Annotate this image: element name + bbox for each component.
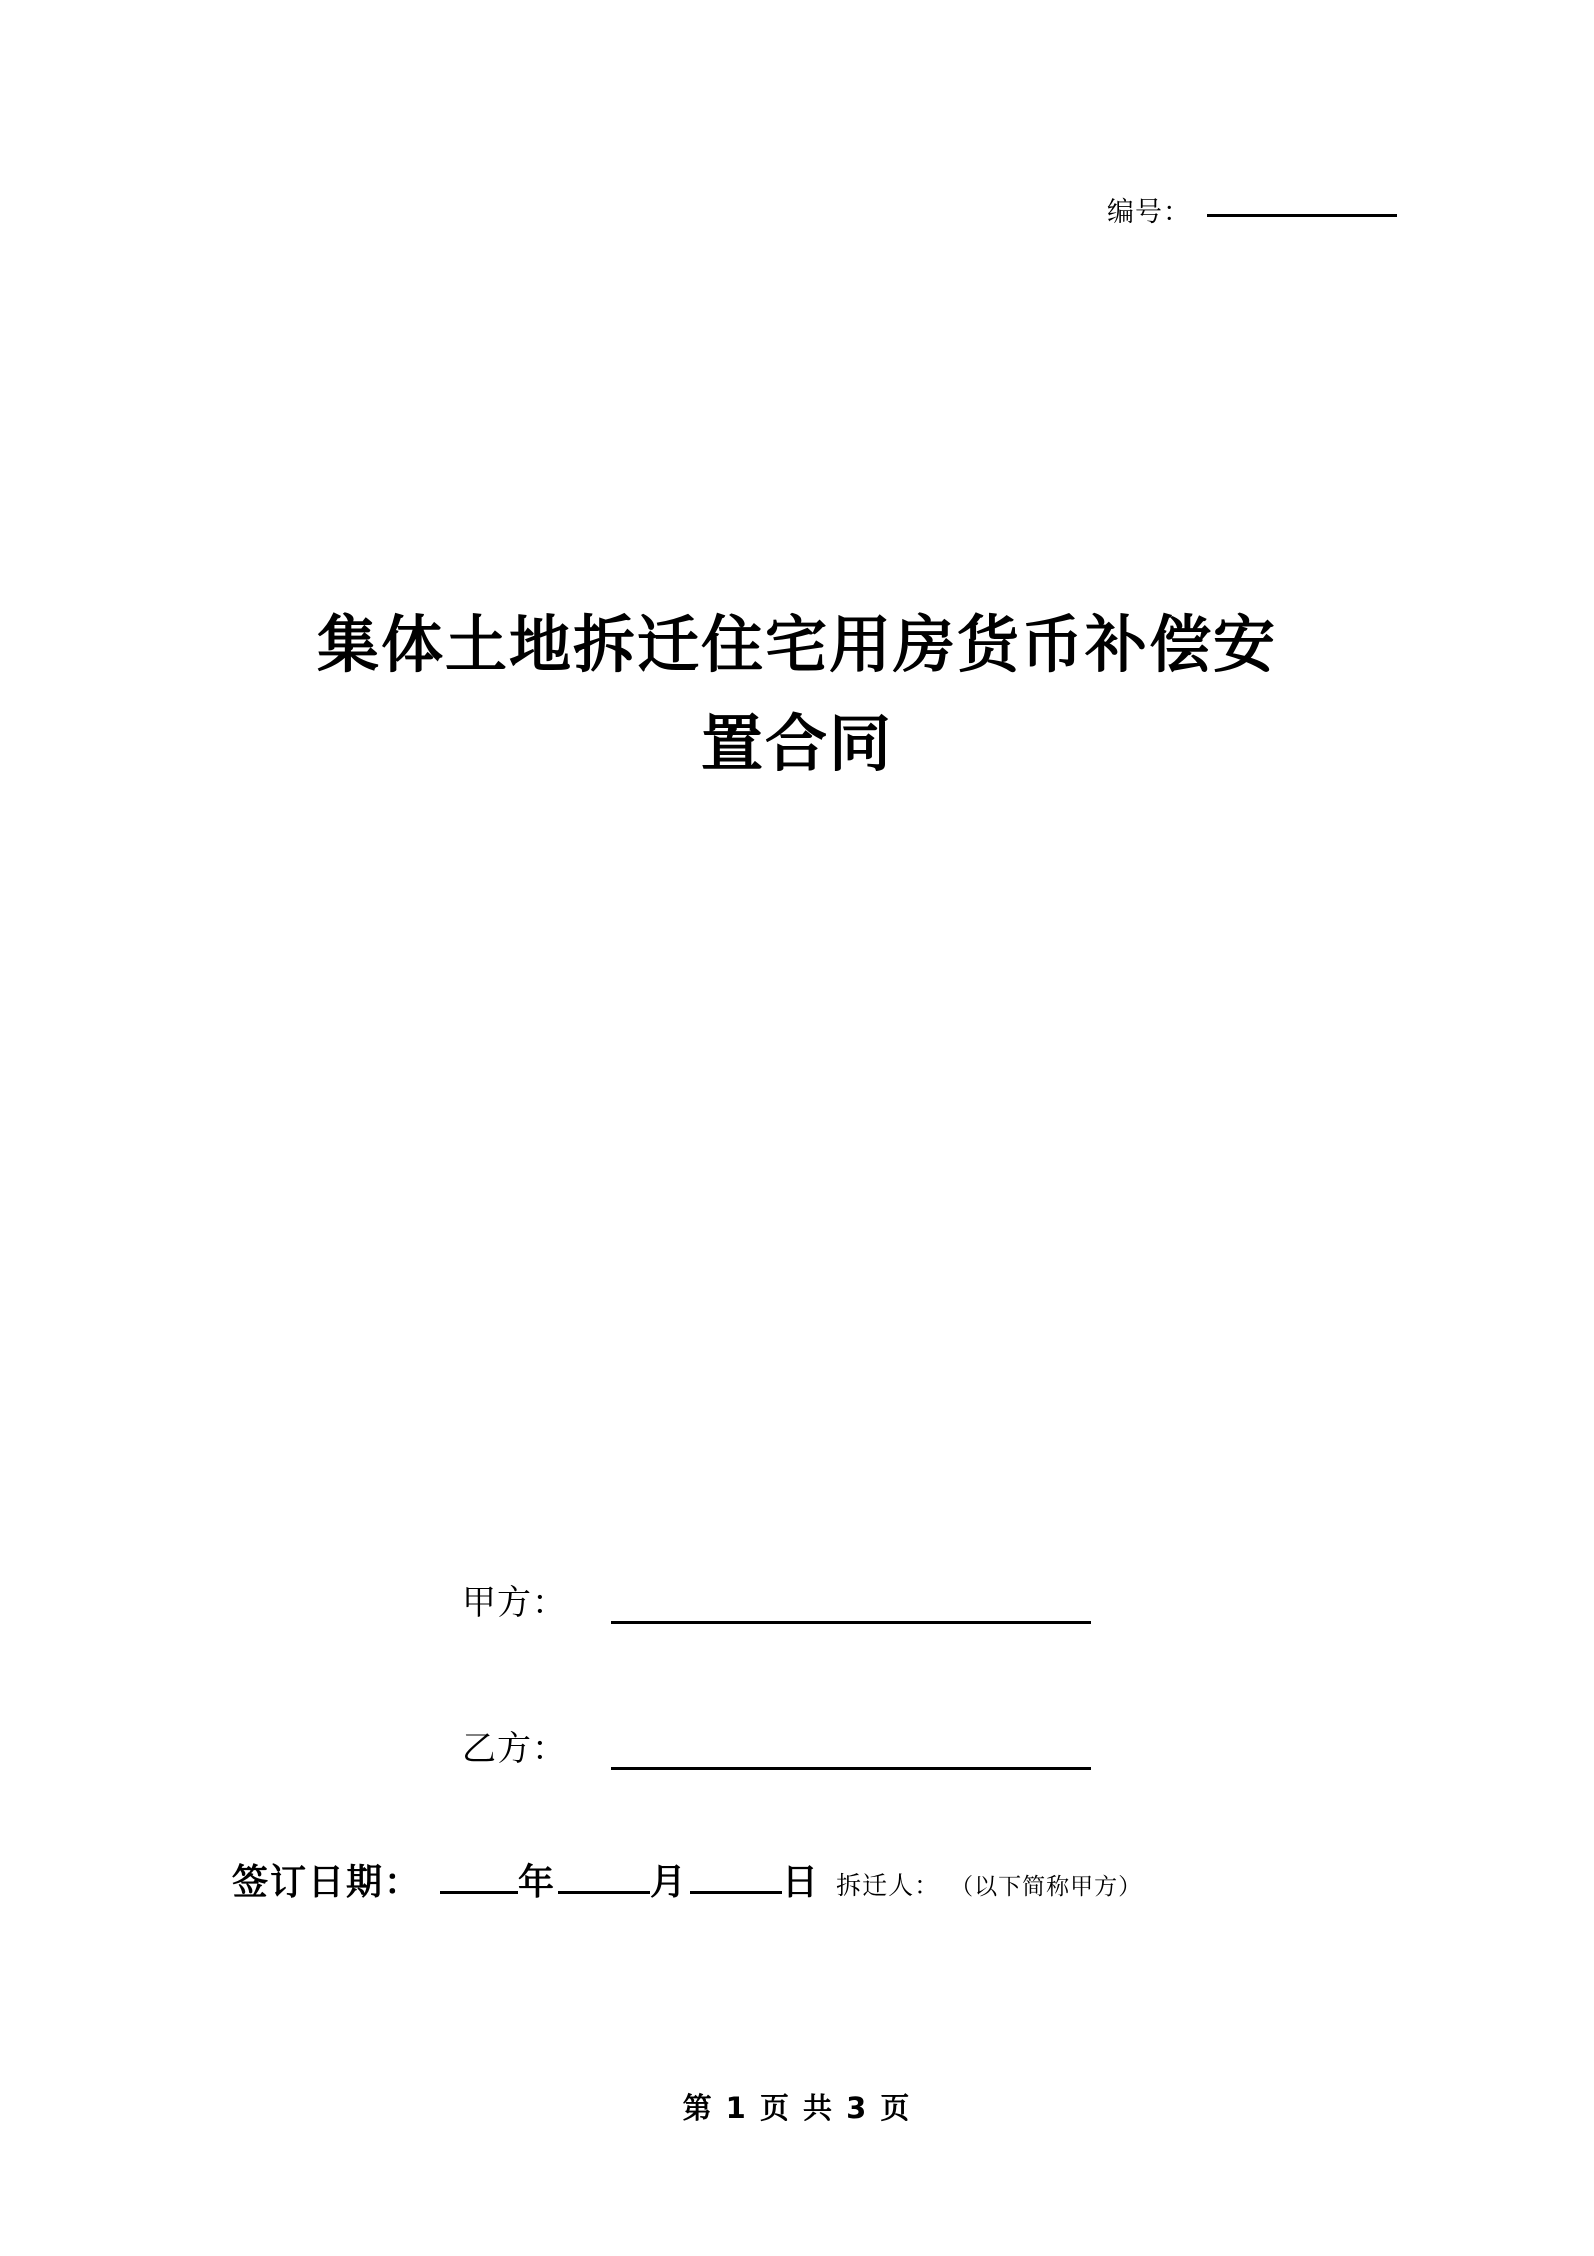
signing-date-label: 签订日期：	[232, 1862, 423, 1903]
document-number	[1107, 190, 1397, 229]
party-row-second	[462, 1721, 1091, 1770]
document-number-blank[interactable]	[1207, 214, 1397, 217]
signing-year-blank[interactable]	[440, 1865, 518, 1894]
page-title	[0, 595, 1594, 793]
party-row-first	[462, 1575, 1091, 1624]
signing-day-blank[interactable]	[690, 1865, 782, 1894]
party-a-blank[interactable]	[611, 1591, 1091, 1624]
demolisher-label: 拆迁人：	[836, 1871, 941, 1900]
page-title-line-1: 集体土地拆迁住宅用房货币补偿安	[316, 608, 1277, 681]
signing-month-blank[interactable]	[558, 1865, 650, 1894]
party-b-blank[interactable]	[611, 1737, 1091, 1770]
demolisher-alias-note: （以下简称甲方）	[950, 1874, 1143, 1900]
party-a-label: 甲方：	[462, 1583, 567, 1623]
document-number-label: 编号：	[1107, 197, 1191, 228]
signing-date-row	[232, 1854, 1142, 1905]
party-b-label: 乙方：	[462, 1729, 567, 1769]
signing-month-unit: 月	[650, 1862, 687, 1903]
signing-day-unit: 日	[782, 1862, 819, 1903]
signing-year-unit: 年	[518, 1862, 555, 1903]
page-footer: 第 1 页 共 3 页	[682, 2091, 912, 2125]
page-title-line-2: 置合同	[700, 707, 893, 781]
parties-block	[462, 1575, 1091, 1867]
